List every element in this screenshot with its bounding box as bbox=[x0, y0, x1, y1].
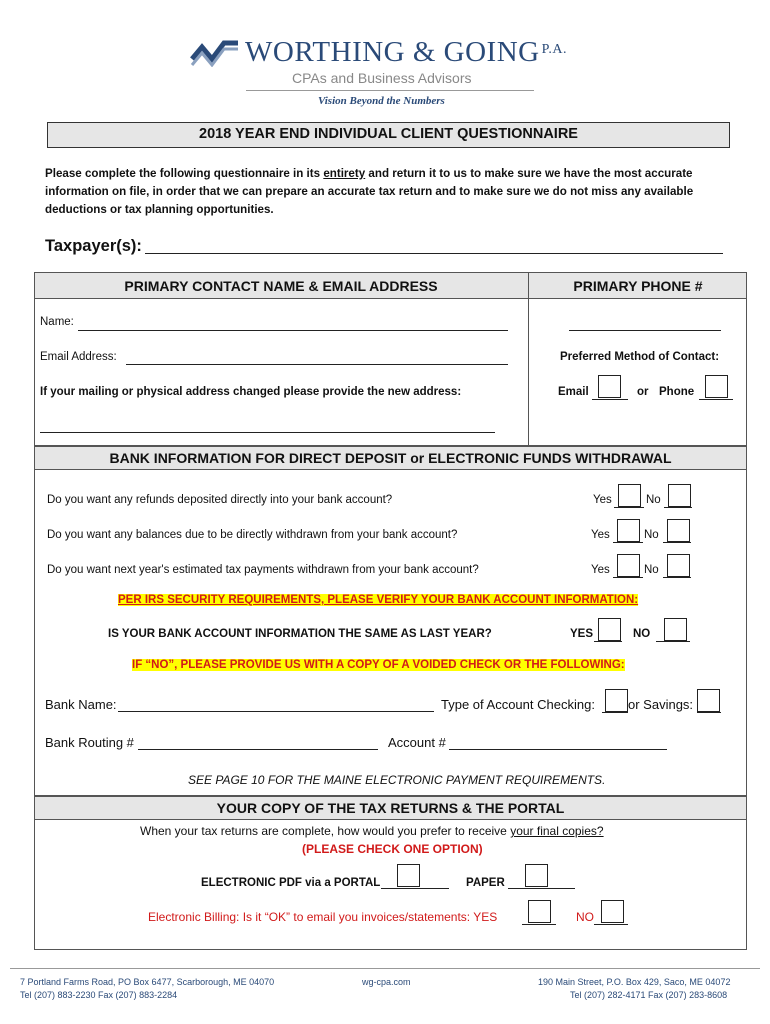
intro-emphasis: entirety bbox=[323, 167, 366, 180]
footer-left-phone: Tel (207) 883-2230 Fax (207) 883-2284 bbox=[20, 990, 178, 1000]
phone-heading: PRIMARY PHONE # bbox=[573, 278, 703, 294]
firm-name: WORTHING & GOING $^{P.A.}$ bbox=[245, 36, 567, 68]
savings-label: or Savings: bbox=[628, 697, 694, 712]
account-type-label: Type of Account Checking: bbox=[441, 697, 595, 712]
check-one-instruction: (PLEASE CHECK ONE OPTION) bbox=[302, 842, 483, 856]
primary-phone-field[interactable] bbox=[569, 330, 721, 331]
same-as-last-year-question: IS YOUR BANK ACCOUNT INFORMATION THE SAME AS LAST YEAR? bbox=[108, 628, 492, 640]
paper-underline bbox=[508, 888, 575, 889]
bank-question-estimated: Do you want next year's estimated tax payments withdrawn from your bank account? bbox=[47, 564, 479, 576]
contact-heading: PRIMARY CONTACT NAME & EMAIL ADDRESS bbox=[124, 278, 438, 294]
footer-left-address: 7 Portland Farms Road, PO Box 6477, Scarborough, ME 04070 bbox=[20, 977, 275, 987]
name-label: Name: bbox=[40, 316, 74, 328]
balance-no-label: No bbox=[644, 529, 659, 541]
same-no-checkbox[interactable] bbox=[664, 618, 687, 641]
page-title: 2018 YEAR END INDIVIDUAL CLIENT QUESTIONNAIRE bbox=[47, 122, 730, 148]
estimated-no-label: No bbox=[644, 564, 659, 576]
maine-payment-note: SEE PAGE 10 FOR THE MAINE ELECTRONIC PAYMENT REQUIREMENTS. bbox=[188, 773, 606, 787]
refund-no-checkbox[interactable] bbox=[668, 484, 691, 507]
billing-no-label: NO bbox=[576, 910, 594, 924]
checking-underline bbox=[602, 712, 628, 713]
bank-routing-label: Bank Routing # bbox=[45, 735, 134, 750]
phone-option-label: Phone bbox=[659, 386, 695, 398]
email-field[interactable] bbox=[126, 364, 508, 365]
firm-tagline: Vision Beyond the Numbers bbox=[318, 95, 445, 107]
billing-yes-checkbox[interactable] bbox=[528, 900, 551, 923]
or-text: or bbox=[637, 386, 649, 398]
same-yes-underline bbox=[594, 641, 622, 642]
pdf-portal-checkbox[interactable] bbox=[397, 864, 420, 887]
preferred-contact-label: Preferred Method of Contact: bbox=[560, 351, 720, 363]
email-option-label: Email bbox=[558, 386, 589, 398]
taxpayer-label: Taxpayer(s): bbox=[45, 237, 142, 255]
paper-checkbox[interactable] bbox=[525, 864, 548, 887]
same-yes-label: YES bbox=[570, 628, 594, 640]
paper-label: PAPER bbox=[466, 877, 505, 889]
firm-subtitle: CPAs and Business Advisors bbox=[292, 70, 472, 86]
header-divider bbox=[246, 90, 534, 91]
balance-yes-checkbox[interactable] bbox=[617, 519, 640, 542]
estimated-no-checkbox[interactable] bbox=[667, 554, 690, 577]
firm-logo-icon bbox=[190, 37, 242, 67]
email-contact-checkbox[interactable] bbox=[598, 375, 621, 398]
balance-no-underline bbox=[663, 542, 691, 543]
refund-no-label: No bbox=[646, 494, 661, 506]
email-option-underline bbox=[592, 399, 628, 400]
bank-name-field[interactable] bbox=[118, 711, 434, 712]
same-no-label: NO bbox=[633, 628, 651, 640]
footer-right-phone: Tel (207) 282-4171 Fax (207) 283-8608 bbox=[570, 990, 728, 1000]
same-no-underline bbox=[656, 641, 690, 642]
billing-yes-underline bbox=[522, 924, 556, 925]
bank-routing-field[interactable] bbox=[138, 749, 378, 750]
estimated-yes-checkbox[interactable] bbox=[617, 554, 640, 577]
footer-website[interactable]: wg-cpa.com bbox=[362, 977, 411, 987]
same-yes-checkbox[interactable] bbox=[598, 618, 621, 641]
estimated-yes-label: Yes bbox=[591, 564, 610, 576]
intro-paragraph: Please complete the following questionnaire in its entirety and return it to us to make sure we have the most accurate information on file, in order that we can prepare an accurate tax return and to make sure we do not miss any available deductions or tax planning opportunities. bbox=[45, 167, 694, 216]
address-change-prompt: If your mailing or physical address changed please provide the new address: bbox=[40, 386, 462, 398]
email-label: Email Address: bbox=[40, 351, 117, 363]
billing-no-underline bbox=[594, 924, 628, 925]
new-address-field[interactable] bbox=[40, 432, 495, 433]
estimated-yes-underline bbox=[613, 577, 643, 578]
bank-question-refund: Do you want any refunds deposited directly into your bank account? bbox=[47, 494, 393, 506]
footer-right-address: 190 Main Street, P.O. Box 429, Saco, ME 04072 bbox=[538, 977, 731, 987]
bank-heading: BANK INFORMATION FOR DIRECT DEPOSIT or ELECTRONIC FUNDS WITHDRAWAL bbox=[34, 446, 747, 470]
phone-contact-checkbox[interactable] bbox=[705, 375, 728, 398]
electronic-billing-question: Electronic Billing: Is it “OK” to email you invoices/statements: YES bbox=[148, 910, 498, 924]
pdf-portal-label: ELECTRONIC PDF via a PORTAL bbox=[201, 877, 381, 889]
refund-yes-checkbox[interactable] bbox=[618, 484, 641, 507]
account-number-label: Account # bbox=[388, 735, 446, 750]
footer-divider bbox=[10, 968, 760, 969]
final-copies-emphasis: your final copies? bbox=[510, 824, 604, 838]
firm-suffix: P.A. bbox=[541, 42, 567, 57]
savings-underline bbox=[697, 712, 721, 713]
bank-name-label: Bank Name: bbox=[45, 697, 117, 712]
portal-heading: YOUR COPY OF THE TAX RETURNS & THE PORTAL bbox=[34, 796, 747, 820]
if-no-notice: IF “NO”, PLEASE PROVIDE US WITH A COPY OF A VOIDED CHECK OR THE FOLLOWING: bbox=[132, 659, 625, 671]
savings-checkbox[interactable] bbox=[697, 689, 720, 712]
billing-no-checkbox[interactable] bbox=[601, 900, 624, 923]
estimated-no-underline bbox=[663, 577, 691, 578]
final-copies-question: When your tax returns are complete, how would you prefer to receive your final copies? bbox=[140, 824, 604, 838]
refund-yes-label: Yes bbox=[593, 494, 612, 506]
refund-yes-underline bbox=[614, 507, 644, 508]
account-number-field[interactable] bbox=[449, 749, 667, 750]
pdf-portal-underline bbox=[381, 888, 449, 889]
contact-header-rule bbox=[34, 298, 747, 299]
bank-question-balance: Do you want any balances due to be directly withdrawn from your bank account? bbox=[47, 529, 458, 541]
name-field[interactable] bbox=[78, 330, 508, 331]
taxpayer-field[interactable] bbox=[145, 253, 723, 254]
balance-no-checkbox[interactable] bbox=[667, 519, 690, 542]
refund-no-underline bbox=[664, 507, 692, 508]
checking-checkbox[interactable] bbox=[605, 689, 628, 712]
balance-yes-label: Yes bbox=[591, 529, 610, 541]
phone-option-underline bbox=[699, 399, 733, 400]
security-notice: PER IRS SECURITY REQUIREMENTS, PLEASE VERIFY YOUR BANK ACCOUNT INFORMATION: bbox=[118, 594, 639, 606]
balance-yes-underline bbox=[613, 542, 643, 543]
